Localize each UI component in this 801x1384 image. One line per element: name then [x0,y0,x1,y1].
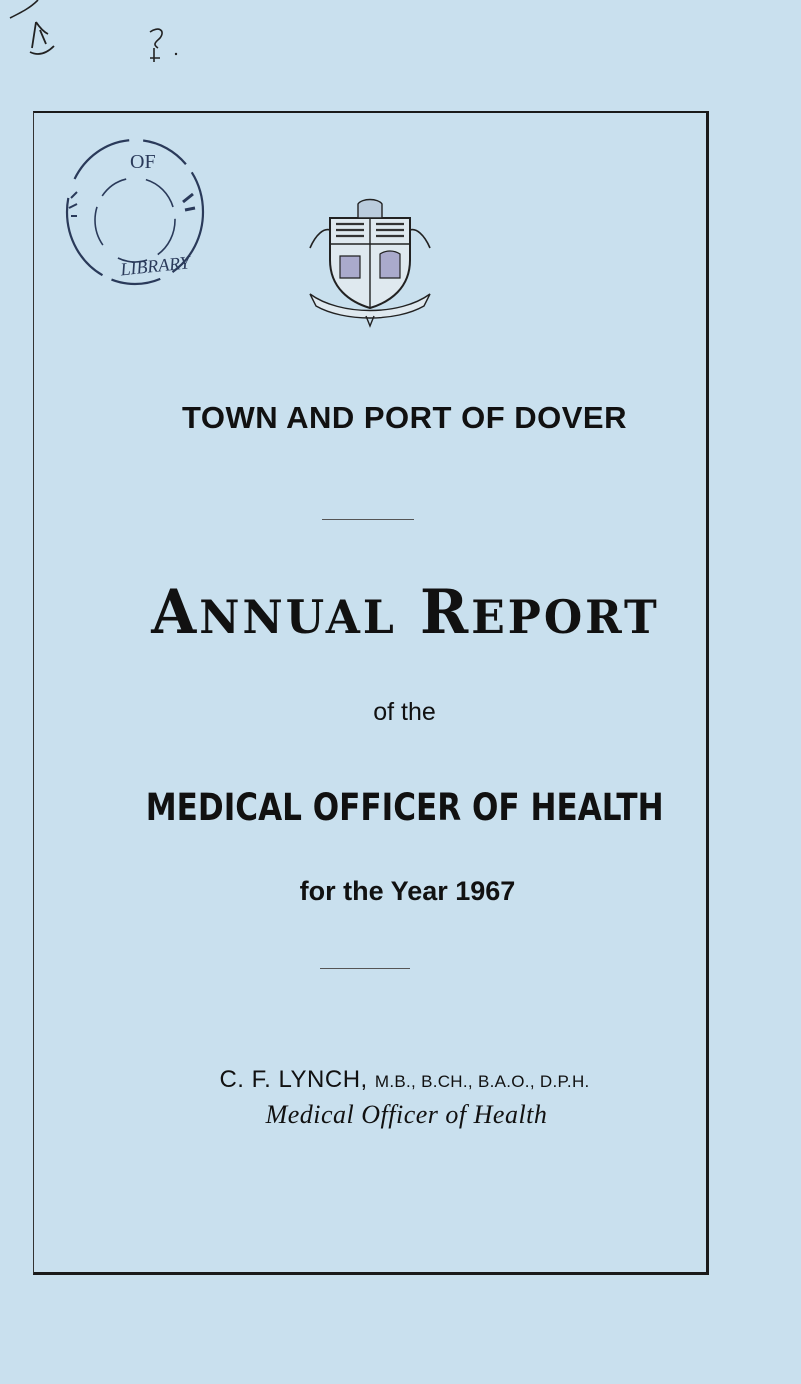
handwritten-marks [0,0,200,80]
divider-rule-top [322,519,414,520]
author-role: Medical Officer of Health [265,1100,548,1129]
report-title [0,576,801,647]
of-the-text: of the [373,698,436,726]
author-name-text: C. F. LYNCH, [219,1066,368,1093]
town-title: TOWN AND PORT OF DOVER [182,400,627,435]
author-qualifications: M.B., B.CH., B.A.O., D.P.H. [374,1072,590,1091]
title-initial-a: A [151,576,200,648]
dover-coat-of-arms-icon [300,198,440,330]
title-annual-rest: NNUAL [199,591,397,645]
author-name [0,1066,801,1094]
stamp-bottom-text: LIBRARY [119,252,191,280]
title-initial-r: R [420,576,472,648]
year-line: for the Year 1967 [299,876,516,906]
title-report-rest: EPORT [471,591,660,645]
stamp-arc-text: OF [130,151,156,173]
library-stamp-icon [55,128,205,296]
subject-heading: MEDICAL OFFICER OF HEALTH [145,786,664,829]
divider-rule-bottom [320,968,410,969]
